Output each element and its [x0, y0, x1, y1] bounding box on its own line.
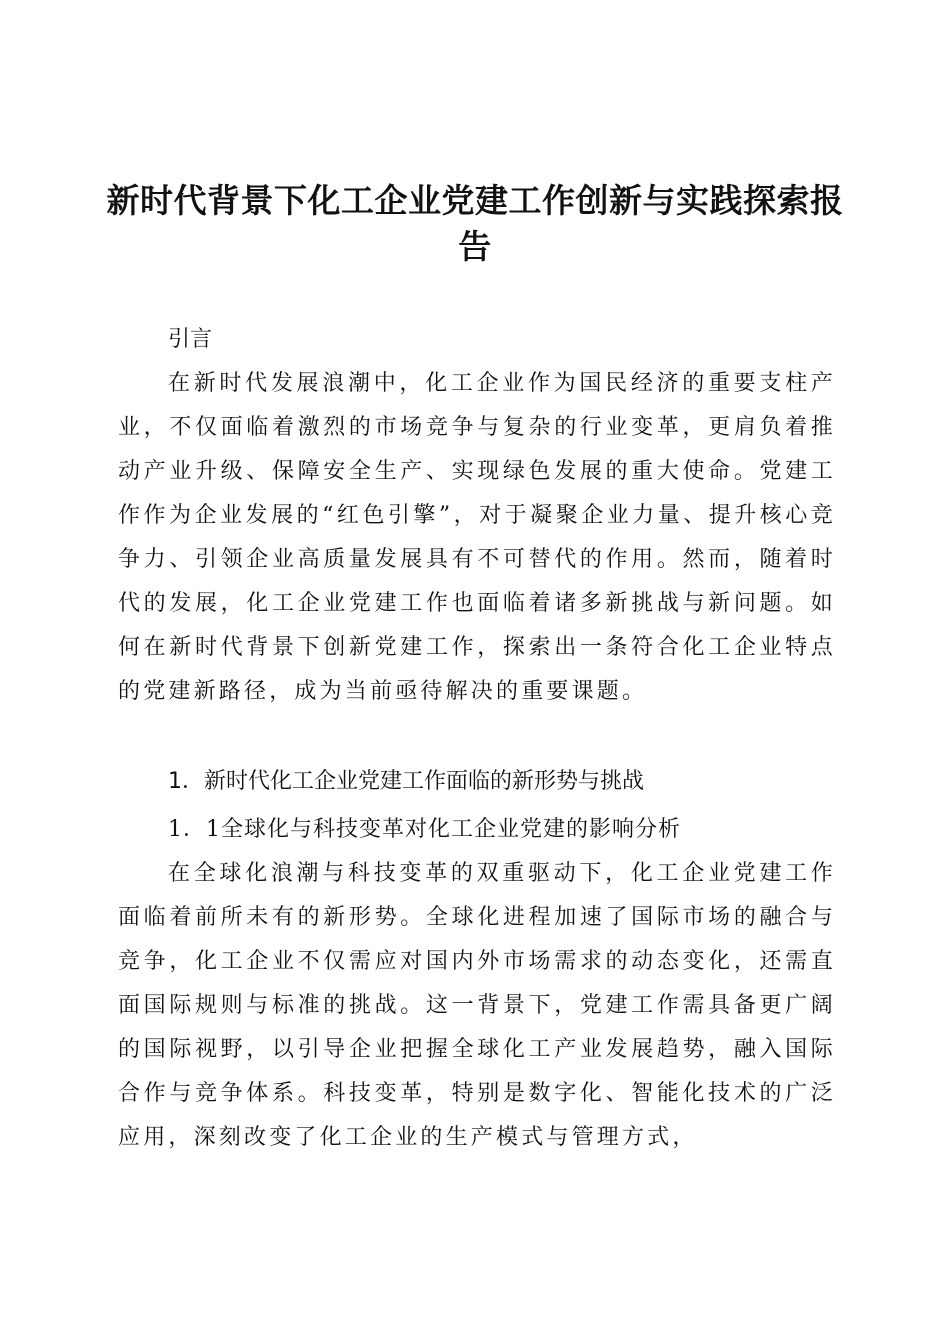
section-1-1-heading: 1．1全球化与科技变革对化工企业党建的影响分析: [168, 817, 681, 842]
document-title: 新时代背景下化工企业党建工作创新与实践探索报告: [106, 181, 844, 266]
intro-label: 引言: [168, 327, 213, 352]
section-1-1-paragraph: 在全球化浪潮与科技变革的双重驱动下，化工企业党建工作面临着前所未有的新形势。全球化进程加速了国际市场的融合与竞争，化工企业不仅需应对国内外市场需求的动态变化，还需直面国际规则与标准的挑战。这一背景下，党建工作需具备更广阔的国际视野，以引导企业把握全球化工产业发展趋势，融入国际合作与竞争体系。科技变革，特别是数字化、智能化技术的广泛应用，深刻改变了化工企业的生产模式与管理方式，: [118, 861, 836, 1150]
intro-paragraph: 在新时代发展浪潮中，化工企业作为国民经济的重要支柱产业，不仅面临着激烈的市场竞争与复杂的行业变革，更肩负着推动产业升级、保障安全生产、实现绿色发展的重大使命。党建工作作为企业发展的“红色引擎”，对于凝聚企业力量、提升核心竞争力、引领企业高质量发展具有不可替代的作用。然而，随着时代的发展，化工企业党建工作也面临着诸多新挑战与新问题。如何在新时代背景下创新党建工作，探索出一条符合化工企业特点的党建新路径，成为当前亟待解决的重要课题。: [118, 371, 836, 704]
section-1-heading: 1．新时代化工企业党建工作面临的新形势与挑战: [168, 769, 644, 794]
